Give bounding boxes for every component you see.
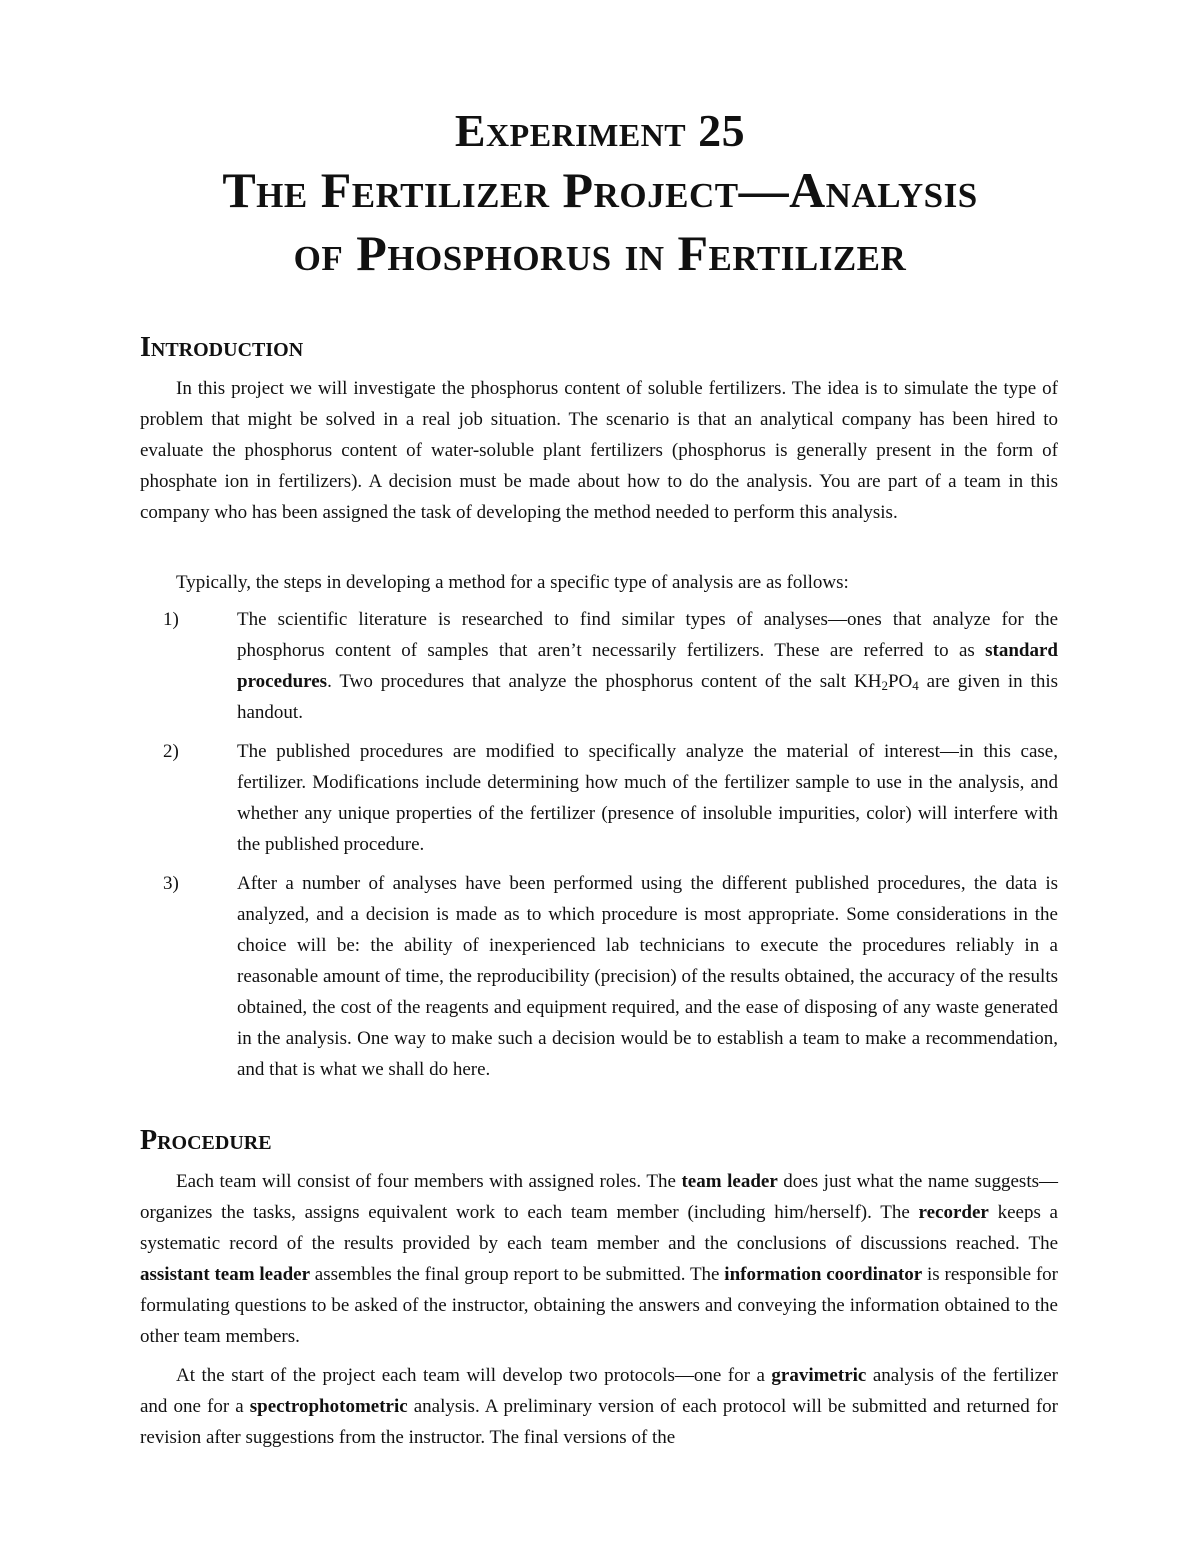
bold-term: recorder (918, 1202, 989, 1223)
introduction-paragraph-2: Typically, the steps in developing a method for a specific type of analysis are as follows: (176, 572, 849, 593)
experiment-number-title: Experiment 25 (454, 105, 746, 156)
procedure-paragraph-2: At the start of the project each team will develop two protocols—one for a gravimetric analysis of the fertilizer and one for a spectrophotometric analysis. A preliminary version of each protocol will be submitted and returned for revision after suggestions from the instructor. The final versions of the (140, 1365, 1058, 1448)
procedure-paragraph-1: Each team will consist of four members with assigned roles. The team leader does just what the name suggests—organizes the tasks, assigns equivalent work to each team member (including him/herself). The recorder keeps a systematic record of the results provided by each team member and the conclusions of discussions reached. The assistant team leader assembles the final group report to be submitted. The information coordinator is responsible for formulating questions to be asked of the instructor, obtaining the answers and conveying the information obtained to the other team members. (140, 1171, 1058, 1347)
step-text: The published procedures are modified to specifically analyze the material of interest—in this case, fertilizer. Modifications include determining how much of the fertilizer sample to use in the analysis, and whether any unique properties of the fertilizer (presence of insoluble impurities, color) will interfere with the published procedure. (237, 741, 1058, 855)
introduction-paragraph-1: In this project we will investigate the phosphorus content of soluble fertilizers. The idea is to simulate the type of problem that might be solved in a real job situation. The scenario is that an analytical company has been hired to evaluate the phosphorus content of water-soluble plant fertilizers (phosphorus is generally present in the form of phosphate ion in fertilizers). A decision must be made about how to do the analysis. You are part of a team in this company who has been assigned the task of developing the method needed to perform this analysis. (140, 378, 1058, 523)
bold-term: assistant team leader (140, 1264, 310, 1285)
bold-term: spectrophotometric (249, 1396, 408, 1417)
step-number: 2) (163, 741, 179, 762)
bold-term: team leader (681, 1171, 778, 1192)
step-number: 3) (163, 873, 179, 894)
bold-term: information coordinator (724, 1264, 923, 1285)
experiment-title-line-2: of Phosphorus in Fertilizer (293, 225, 907, 281)
procedure-heading: Procedure (140, 1125, 272, 1156)
introduction-heading: Introduction (140, 332, 304, 363)
step-number: 1) (163, 609, 179, 630)
bold-term: standard procedures (237, 640, 1058, 692)
bold-term: gravimetric (771, 1365, 867, 1386)
experiment-title-line-1: The Fertilizer Project—Analysis (222, 162, 978, 218)
step-text: After a number of analyses have been performed using the different published procedures, the data is analyzed, and a decision is made as to which procedure is most appropriate. Some considerations in the choice will be: the ability of inexperienced lab technicians to execute the procedures reliably in a reasonable amount of time, the reproducibility (precision) of the results obtained, the accuracy of the results obtained, the cost of the reagents and equipment required, and the ease of disposing of any waste generated in the analysis. One way to make such a decision would be to establish a team to make a recommendation, and that is what we shall do here. (237, 873, 1058, 1080)
step-text: The scientific literature is researched to find similar types of analyses—ones that analyze for the phosphorus content of samples that aren’t necessarily fertilizers. These are referred to as standard procedures. Two procedures that analyze the phosphorus content of the salt $KH_2PO_4$ are given in this handout. (237, 609, 1058, 723)
